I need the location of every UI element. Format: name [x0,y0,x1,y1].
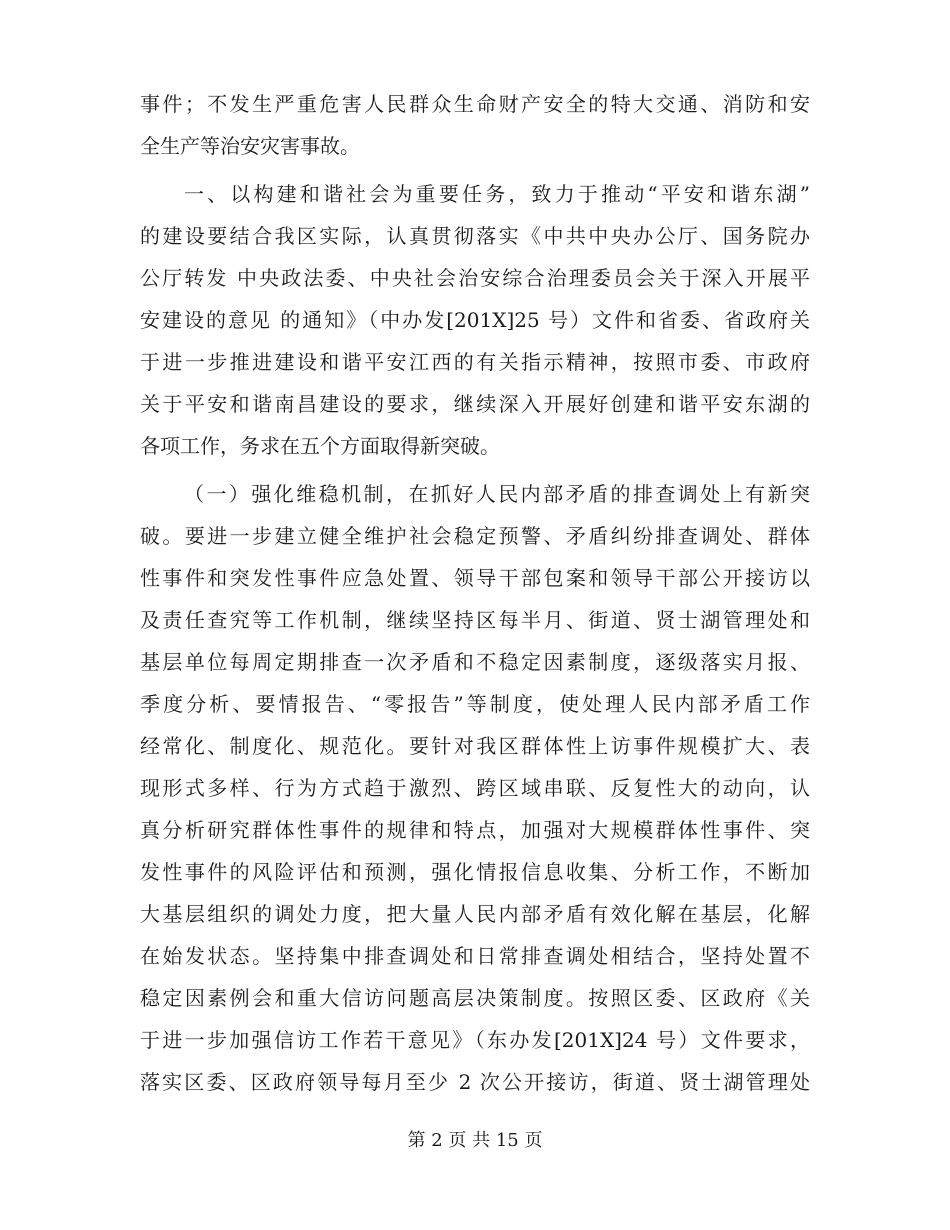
section-heading-line: 一、以构建和谐社会为重要任务，致力于推动“平安和谐东湖” [184,182,810,206]
text-line: 性事件和突发性事件应急处置、领导干部包案和领导干部公开接访以 [140,566,810,590]
text-line: 真分析研究群体性事件的规律和特点，加强对大规模群体性事件、突 [140,818,810,842]
text-line: 关于平安和谐南昌建设的要求，继续深入开展好创建和谐平安东湖的 [140,392,810,416]
text-line: 安建设的意见 的通知》（中办发[201X]25 号）文件和省委、省政府关 [140,308,810,332]
text-line: 事件；不发生严重危害人民群众生命财产安全的特大交通、消防和安 [140,92,810,116]
text-line: 全生产等治安灾害事故。 [140,134,360,158]
text-line: 的建设要结合我区实际，认真贯彻落实《中共中央办公厅、国务院办 [140,224,810,248]
text-line: 及责任查究等工作机制，继续坚持区每半月、街道、贤士湖管理处和 [140,608,810,632]
text-line: 在始发状态。坚持集中排查调处和日常排查调处相结合，坚持处置不 [140,944,810,968]
text-line: 于进一步推进建设和谐平安江西的有关指示精神，按照市委、市政府 [140,350,810,374]
text-line: 于进一步加强信访工作若干意见》（东办发[201X]24 号）文件要求， [140,1028,810,1052]
text-line: 季度分析、要情报告、“零报告”等制度，使处理人民内部矛盾工作 [140,692,810,716]
page-number-footer: 第 2 页 共 15 页 [407,1130,543,1151]
text-line: 各项工作，务求在五个方面取得新突破。 [140,434,500,458]
text-line: 发性事件的风险评估和预测，强化情报信息收集、分析工作，不断加 [140,860,810,884]
text-line: 基层单位每周定期排查一次矛盾和不稳定因素制度，逐级落实月报、 [140,650,810,674]
text-line: 大基层组织的调处力度，把大量人民内部矛盾有效化解在基层，化解 [140,902,810,926]
text-line: 破。要进一步建立健全维护社会稳定预警、矛盾纠纷排查调处、群体 [140,524,810,548]
text-line: 落实区委、区政府领导每月至少 2 次公开接访，街道、贤士湖管理处 [140,1070,810,1094]
text-line: 经常化、制度化、规范化。要针对我区群体性上访事件规模扩大、表 [140,734,810,758]
subsection-heading-line: （一）强化维稳机制，在抓好人民内部矛盾的排查调处上有新突 [184,482,810,506]
text-line: 稳定因素例会和重大信访问题高层决策制度。按照区委、区政府《关 [140,986,810,1010]
text-line: 公厅转发 中央政法委、中央社会治安综合治理委员会关于深入开展平 [140,266,810,290]
text-line: 现形式多样、行为方式趋于激烈、跨区域串联、反复性大的动向，认 [140,776,810,800]
